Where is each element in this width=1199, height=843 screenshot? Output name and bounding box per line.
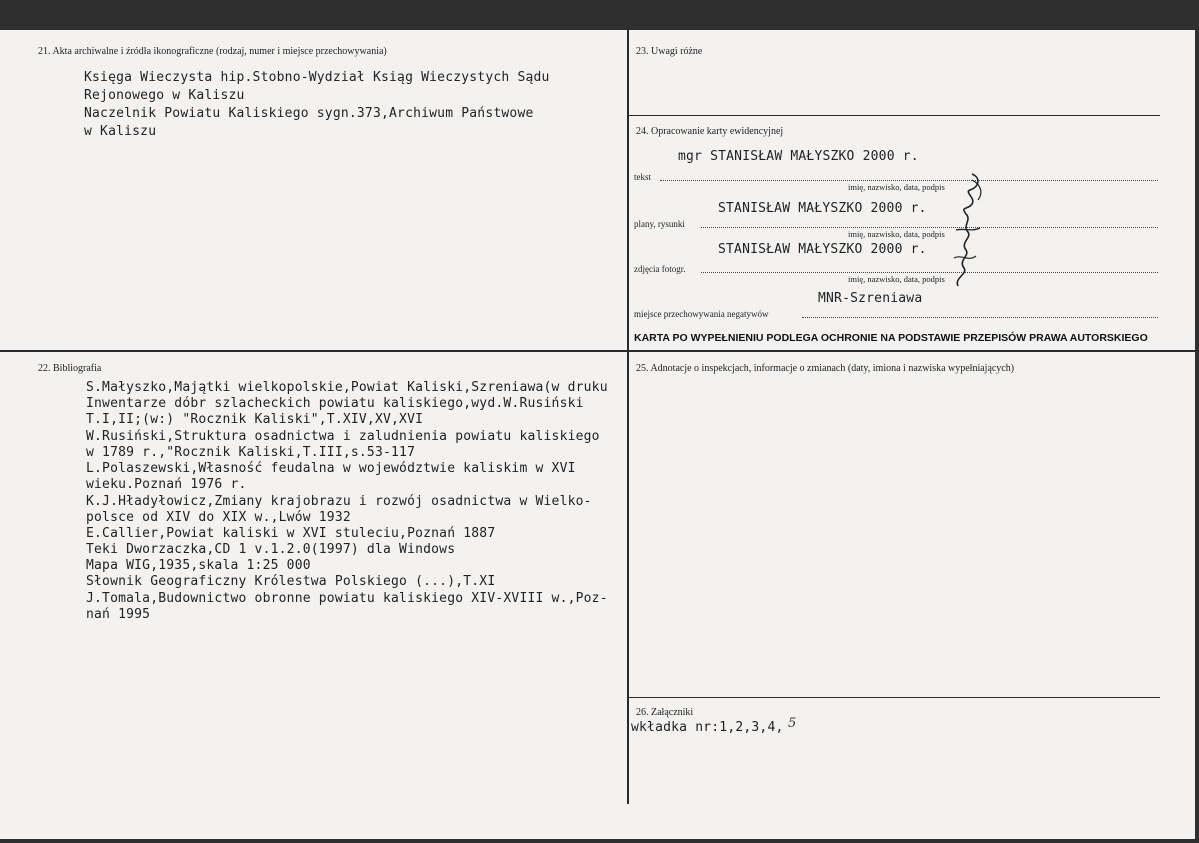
attachments-value: wkładka nr:1,2,3,4, (631, 720, 784, 735)
section-26-heading: 26. Załączniki (636, 707, 694, 718)
section-25-heading: 25. Adnotacje o inspekcjach, informacje o zmianach (daty, imiona i nazwiska wypełniających) (636, 363, 1015, 374)
bibliography-line-15: nań 1995 (86, 607, 151, 622)
plans-author-dotted-line (701, 227, 1158, 228)
copyright-notice: KARTA PO WYPEŁNIENIU PODLEGA OCHRONIE NA PODSTAWIE PRZEPISÓW PRAWA AUTORSKIEGO (634, 332, 1148, 344)
negatives-location-label: miejsce przechowywania negatywów (634, 309, 769, 319)
bibliography-line-7: wieku.Poznań 1976 r. (86, 477, 247, 492)
bibliography-line-14: J.Tomala,Budownictwo obronne powiatu kaliskiego XIV-XVIII w.,Poz- (86, 591, 608, 606)
bibliography-line-13: Słownik Geograficzny Królestwa Polskiego (...),T.XI (86, 574, 496, 589)
text-author-value: mgr STANISŁAW MAŁYSZKO 2000 r. (678, 149, 919, 164)
section-25-bottom-border (627, 697, 1160, 698)
plans-author-value: STANISŁAW MAŁYSZKO 2000 r. (718, 201, 927, 216)
bibliography-line-5: w 1789 r.,"Rocznik Kaliski,T.III,s.53-117 (86, 445, 416, 460)
photos-author-value: STANISŁAW MAŁYSZKO 2000 r. (718, 242, 927, 257)
form-paper (0, 30, 1195, 839)
section-21-heading: 21. Akta archiwalne i źródła ikonograficzne (rodzaj, numer i miejsce przechowywania) (38, 46, 387, 57)
photos-author-hint: imię, nazwisko, data, podpis (848, 274, 945, 284)
dark-background-right (1195, 0, 1199, 843)
text-author-dotted-line (660, 180, 1158, 181)
section-22-heading: 22. Bibliografia (38, 363, 102, 374)
section-23-heading: 23. Uwagi różne (636, 46, 703, 57)
bibliography-line-9: polsce od XIV do XIX w.,Lwów 1932 (86, 510, 351, 525)
center-vertical-divider (627, 30, 629, 804)
section-24-heading: 24. Opracowanie karty ewidencyjnej (636, 126, 784, 137)
archive-line-2: Rejonowego w Kaliszu (84, 88, 245, 103)
photos-author-dotted-line (701, 272, 1158, 273)
section-23-bottom-border (627, 115, 1160, 116)
text-author-hint: imię, nazwisko, data, podpis (848, 182, 945, 192)
archive-line-3: Naczelnik Powiatu Kaliskiego sygn.373,Archiwum Państwowe (84, 106, 534, 121)
photos-author-label: zdjęcia fotogr. (634, 264, 686, 274)
handwritten-signature (942, 170, 992, 290)
bibliography-line-1: S.Małyszko,Majątki wielkopolskie,Powiat Kaliski,Szreniawa(w druku (86, 380, 608, 395)
plans-author-label: plany, rysunki (634, 219, 685, 229)
bibliography-line-8: K.J.Hładyłowicz,Zmiany krajobrazu i rozwój osadnictwa w Wielko- (86, 494, 592, 509)
attachments-handwritten-number: 5 (788, 716, 797, 731)
negatives-dotted-line (802, 317, 1158, 318)
section-21-bottom-border (0, 350, 1195, 352)
bibliography-line-3: T.I,II;(w:) "Rocznik Kaliski",T.XIV,XV,XVI (86, 412, 424, 427)
archive-line-4: w Kaliszu (84, 124, 157, 139)
negatives-location-value: MNR-Szreniawa (818, 291, 923, 306)
bibliography-line-2: Inwentarze dóbr szlacheckich powiatu kaliskiego,wyd.W.Rusiński (86, 396, 584, 411)
bibliography-line-10: E.Callier,Powiat kaliski w XVI stuleciu,Poznań 1887 (86, 526, 496, 541)
plans-author-hint: imię, nazwisko, data, podpis (848, 229, 945, 239)
bibliography-line-6: L.Polaszewski,Własność feudalna w województwie kaliskim w XVI (86, 461, 576, 476)
dark-background-bottom (0, 839, 1199, 843)
bibliography-line-12: Mapa WIG,1935,skala 1:25 000 (86, 558, 311, 573)
text-author-label: tekst (634, 172, 651, 182)
archive-line-1: Księga Wieczysta hip.Stobno-Wydział Ksiąg Wieczystych Sądu (84, 70, 550, 85)
dark-background-top (0, 0, 1199, 30)
bibliography-line-4: W.Rusiński,Struktura osadnictwa i zaludnienia powiatu kaliskiego (86, 429, 600, 444)
bibliography-line-11: Teki Dworzaczka,CD 1 v.1.2.0(1997) dla Windows (86, 542, 456, 557)
